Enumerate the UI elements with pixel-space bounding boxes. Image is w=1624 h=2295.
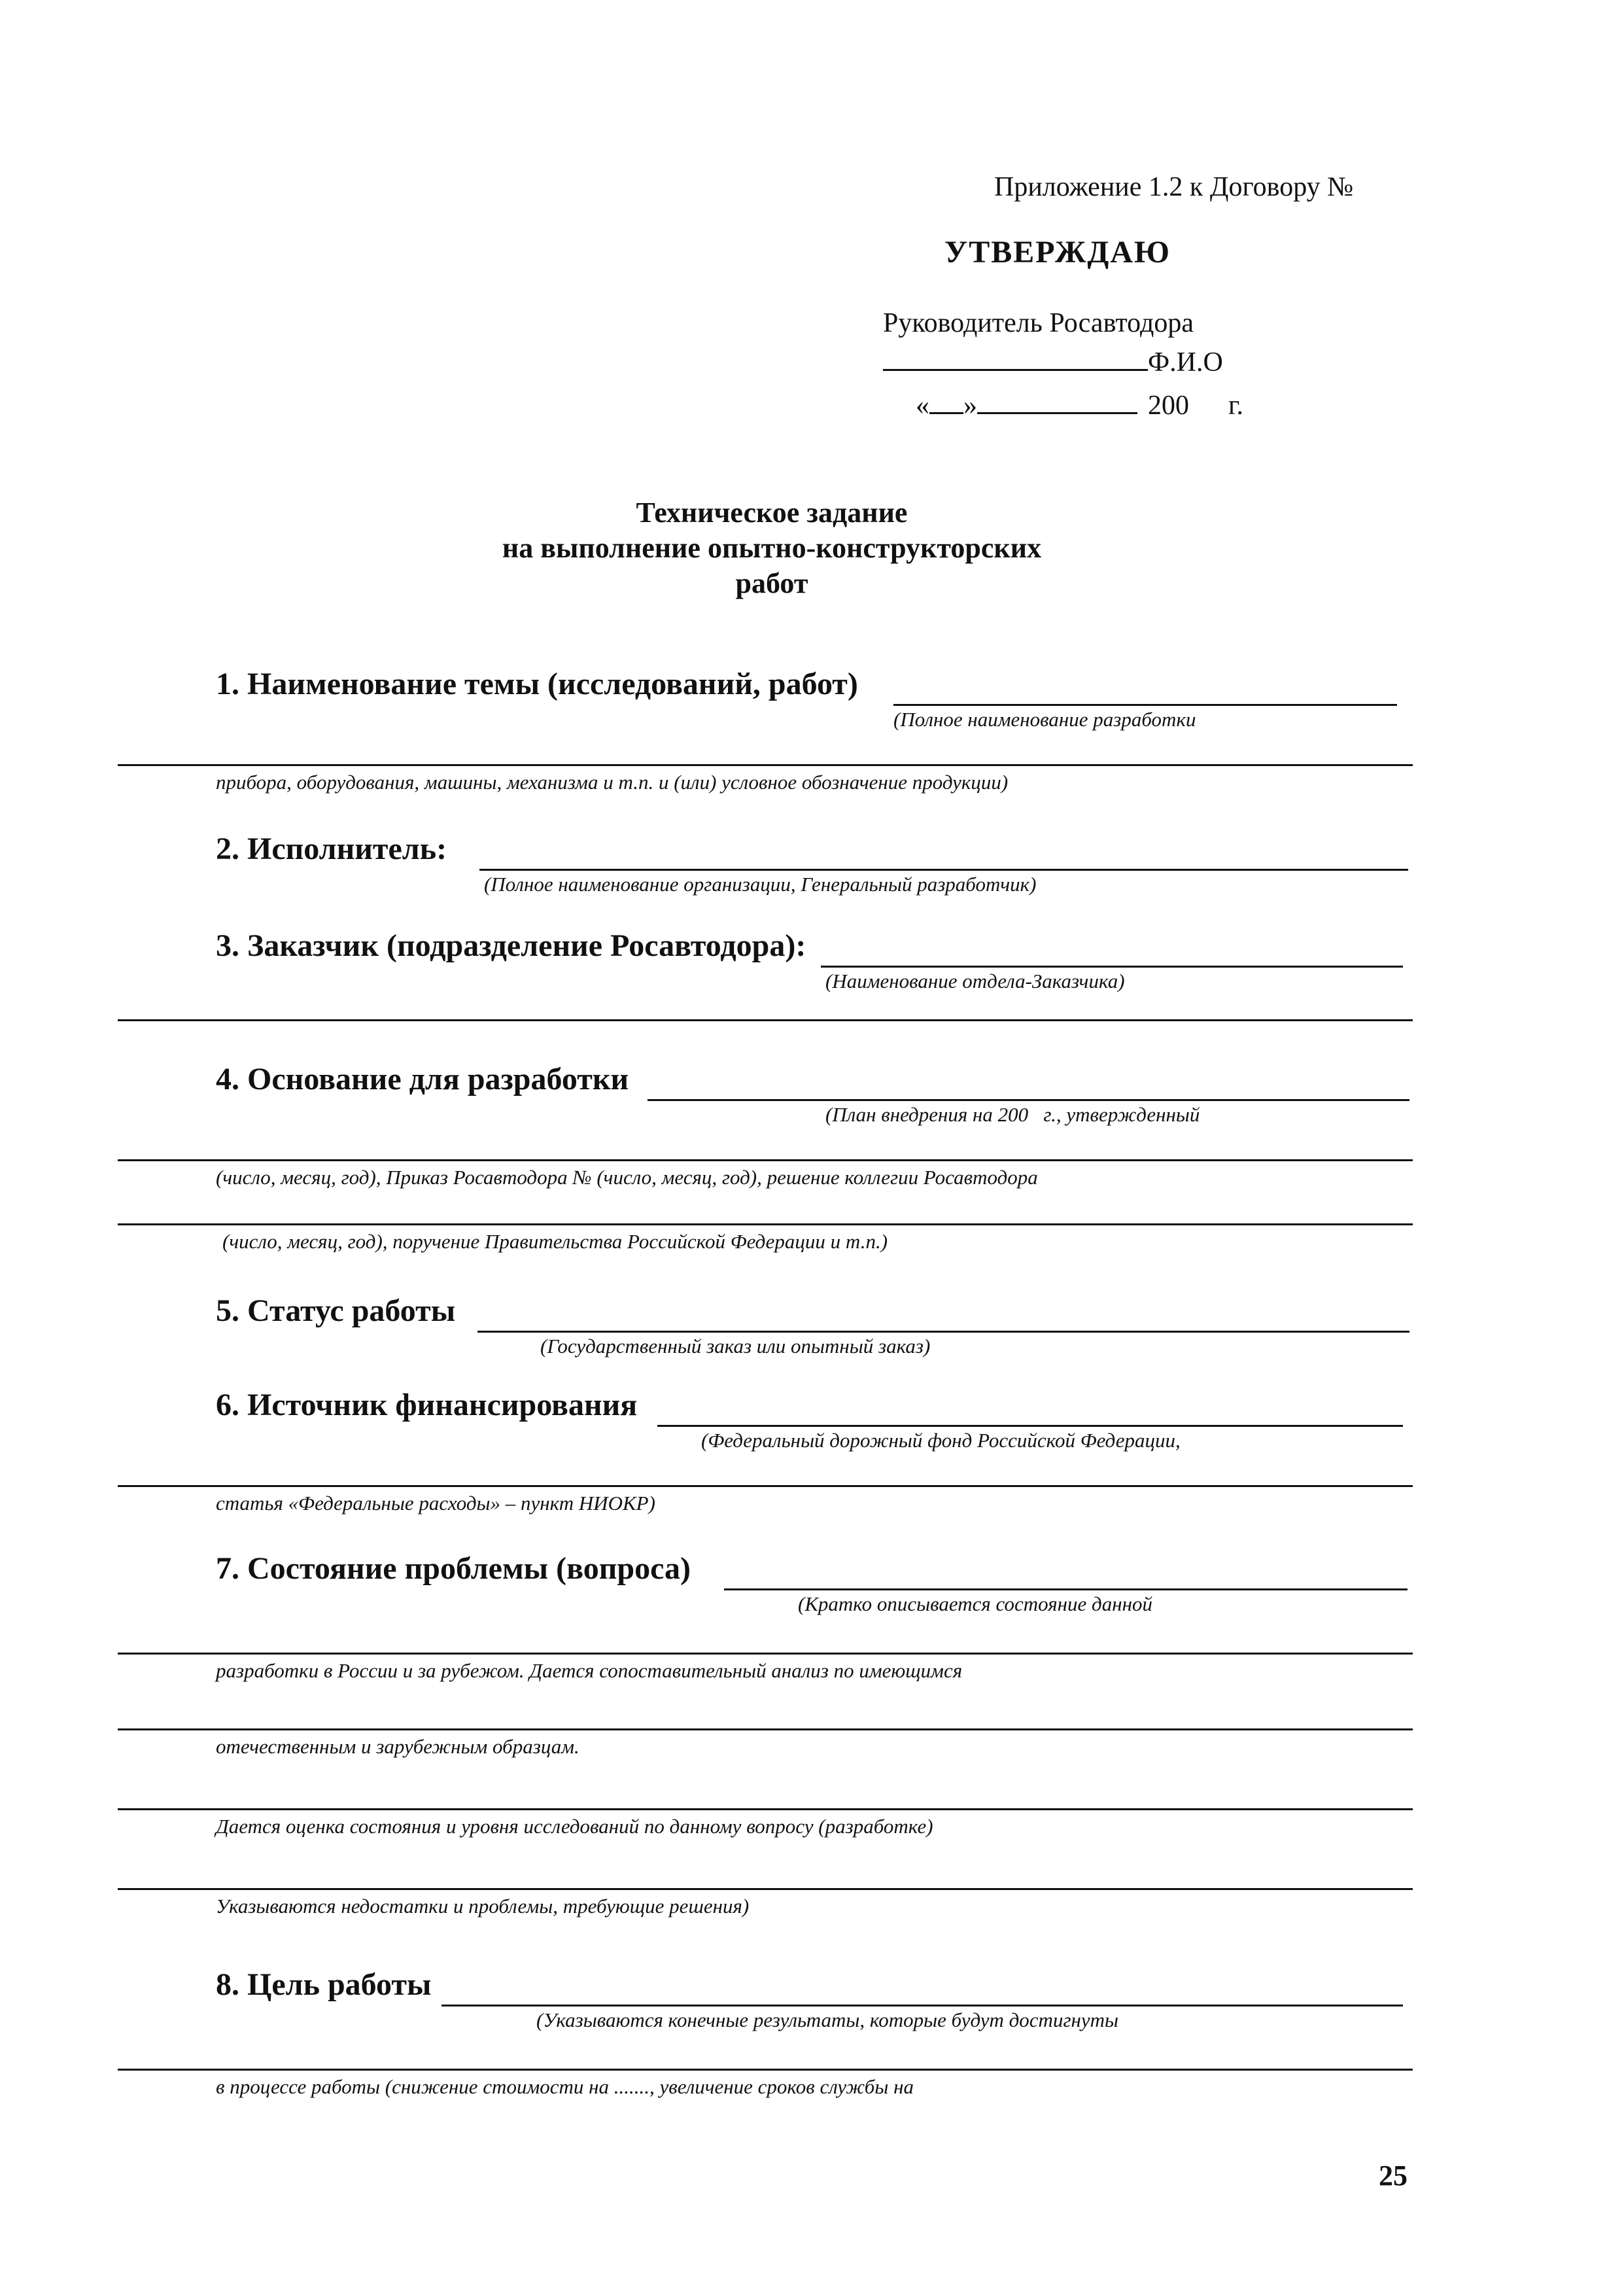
approval-date-line [916,390,1243,421]
approver-position: Руководитель Росавтодора [883,308,1194,338]
section-7-caption-5: Указываются недостатки и проблемы, требующие решения) [216,1895,750,1918]
section-7-caption-2: разработки в России и за рубежом. Дается сопоставительный анализ по имеющимся [216,1659,963,1682]
section-1-fill-line [893,704,1397,706]
section-8-fill-line [441,2005,1403,2006]
section-7-caption-3: отечественным и зарубежным образцам. [216,1735,579,1758]
signature-blank [883,369,1148,371]
section-4-fill-line [648,1099,1409,1101]
page-number: 25 [1379,2160,1408,2192]
section-7-fill-line-4 [118,1808,1413,1810]
section-6-heading: 6. Источник финансирования [216,1388,638,1422]
section-4-fill-line-2 [118,1159,1413,1161]
section-5-heading: 5. Статус работы [216,1293,456,1328]
document-title-line-3: работ [735,567,808,599]
section-3-fill-line-2 [118,1019,1413,1021]
date-open-quote: « [916,391,929,421]
section-7-heading: 7. Состояние проблемы (вопроса) [216,1551,691,1586]
section-7-fill-line-5 [118,1888,1413,1890]
section-1-fill-line-2 [118,764,1413,766]
section-4-caption-1: (План внедрения на 200 г., утвержденный [825,1103,1200,1126]
date-close-quote: » [963,391,977,421]
section-5-fill-line [477,1331,1409,1333]
section-7-caption-1: (Кратко описывается состояние данной [798,1592,1152,1615]
signature-line [883,347,1223,378]
date-day-blank [929,412,963,414]
section-4-fill-line-3 [118,1223,1413,1225]
section-6-caption-2: статья «Федеральные расходы» – пункт НИОКР) [216,1492,655,1515]
section-4-caption-2: (число, месяц, год), Приказ Росавтодора № (число, месяц, год), решение коллегии Росавтодора [216,1166,1038,1189]
section-8-caption-2: в процессе работы (снижение стоимости на ......., увеличение сроков службы на [216,2075,914,2098]
section-2-caption-1: (Полное наименование организации, Генеральный разработчик) [484,873,1037,896]
section-1-caption-2: прибора, оборудования, машины, механизма и т.п. и (или) условное обозначение продукции) [216,771,1009,794]
section-1-caption-1: (Полное наименование разработки [893,708,1196,731]
section-6-caption-1: (Федеральный дорожный фонд Российской Федерации, [701,1429,1181,1452]
section-5-caption-1: (Государственный заказ или опытный заказ) [540,1335,931,1358]
signature-name: Ф.И.О [1148,347,1223,377]
section-8-heading: 8. Цель работы [216,1967,432,2002]
date-year-suffix: г. [1228,391,1243,421]
section-6-fill-line-2 [118,1485,1413,1487]
document-title-line-1: Техническое задание [636,497,908,529]
section-4-caption-3: (число, месяц, год), поручение Правительства Российской Федерации и т.п.) [222,1230,888,1253]
section-2-fill-line [479,869,1408,871]
appendix-reference: Приложение 1.2 к Договору № [994,172,1354,202]
section-8-fill-line-2 [118,2069,1413,2071]
document-title-line-2: на выполнение опытно-конструкторских [502,532,1042,564]
section-3-heading: 3. Заказчик (подразделение Росавтодора): [216,928,806,963]
section-7-fill-line [724,1588,1408,1590]
section-7-caption-4: Дается оценка состояния и уровня исследований по данному вопросу (разработке) [216,1815,933,1838]
date-month-blank [977,412,1137,414]
date-year-prefix: 200 [1148,391,1189,421]
section-3-fill-line [821,966,1403,968]
section-3-caption-1: (Наименование отдела-Заказчика) [825,970,1125,992]
section-7-fill-line-3 [118,1728,1413,1730]
section-4-heading: 4. Основание для разработки [216,1062,629,1096]
section-8-caption-1: (Указываются конечные результаты, которые будут достигнуты [536,2008,1119,2031]
approval-stamp: УТВЕРЖДАЮ [944,235,1171,270]
section-7-fill-line-2 [118,1653,1413,1655]
section-1-heading: 1. Наименование темы (исследований, работ) [216,667,858,701]
section-6-fill-line [657,1425,1403,1427]
section-2-heading: 2. Исполнитель: [216,832,447,866]
